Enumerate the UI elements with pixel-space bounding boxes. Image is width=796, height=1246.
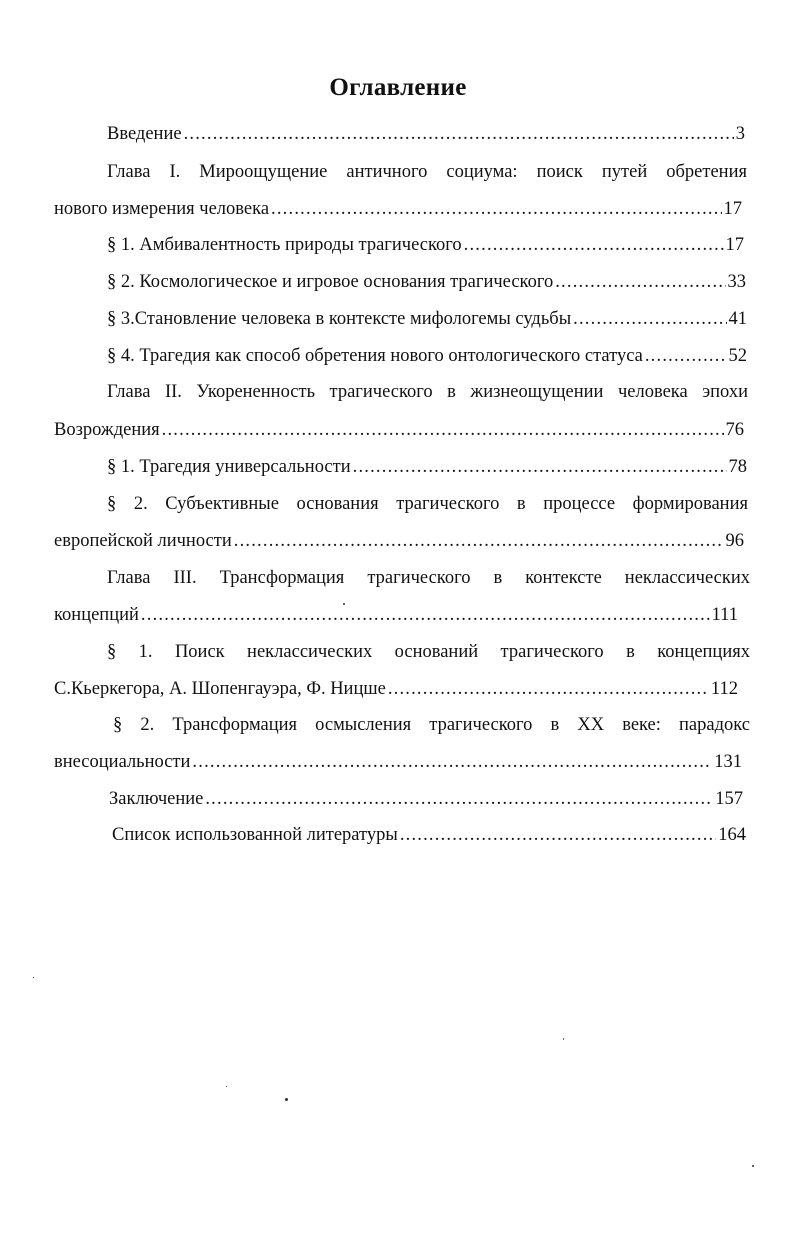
toc-entry-label: § 3.Становление человека в контексте мифологемы судьбы <box>107 309 572 329</box>
toc-entry-bibliography[interactable] <box>112 823 746 847</box>
leader-dots <box>353 455 727 479</box>
toc-entry-label: европейской личности <box>54 531 232 551</box>
toc-entry-section-2-2-line-1[interactable]: § 2. Субъективные основания трагического в процессе формирования <box>107 494 748 514</box>
toc-page-number: 17 <box>725 235 744 255</box>
leader-dots <box>400 823 716 847</box>
leader-dots <box>464 233 724 257</box>
scan-speck <box>752 1165 754 1167</box>
toc-page-number: 112 <box>710 679 738 699</box>
toc-entry-label: § 1. Амбивалентность природы трагического <box>107 235 462 255</box>
toc-entry-chapter-3-line-1[interactable]: Глава III. Трансформация трагического в контексте неклассических <box>107 568 750 588</box>
leader-dots <box>645 344 727 368</box>
toc-entry-chapter-1[interactable] <box>54 197 742 221</box>
toc-entry-label: концепций <box>54 605 139 625</box>
toc-entry-chapter-1-line-1[interactable]: Глава I. Мироощущение античного социума: поиск путей обретения <box>107 162 747 182</box>
toc-entry-section-1-1[interactable] <box>107 233 744 257</box>
toc-entry-section-2-1[interactable] <box>107 455 747 479</box>
toc-page-number: 111 <box>711 605 738 625</box>
scan-speck <box>343 603 345 605</box>
toc-entry-label: внесоциальности <box>54 752 191 772</box>
toc-page-number: 41 <box>728 309 747 329</box>
scan-speck <box>33 977 34 978</box>
toc-entry-section-3-1[interactable] <box>54 677 738 701</box>
leader-dots <box>271 197 721 221</box>
toc-page-number: 17 <box>723 199 742 219</box>
toc-entry-label: Возрождения <box>54 420 160 440</box>
scan-speck <box>563 1038 564 1040</box>
scan-speck <box>285 1098 288 1101</box>
toc-entry-chapter-2-line-1[interactable]: Глава II. Укорененность трагического в жизнеощущении человека эпохи <box>107 382 748 402</box>
toc-entry-label: Заключение <box>109 789 204 809</box>
toc-entry-label: § 1. Трагедия универсальности <box>107 457 351 477</box>
toc-page-number: 157 <box>715 789 743 809</box>
toc-page-number: 78 <box>728 457 747 477</box>
toc-entry-chapter-2[interactable] <box>54 418 744 442</box>
toc-entry-section-3-2[interactable] <box>54 750 742 774</box>
toc-entry-label: § 2. Космологическое и игровое основания трагического <box>107 272 554 292</box>
leader-dots <box>192 750 712 774</box>
toc-page-number: 164 <box>718 825 746 845</box>
page-title: Оглавление <box>329 74 467 101</box>
toc-page-number: 33 <box>727 272 746 292</box>
toc-entry-conclusion[interactable] <box>109 787 743 811</box>
leader-dots <box>555 270 725 294</box>
toc-entry-section-1-3[interactable] <box>107 307 747 331</box>
leader-dots <box>184 122 734 146</box>
toc-entry-label: Введение <box>107 124 182 144</box>
toc-page-number: 76 <box>725 420 744 440</box>
toc-entry-section-3-2-line-1[interactable]: § 2. Трансформация осмысления трагического в XX веке: парадокс <box>113 715 750 735</box>
toc-page-number: 96 <box>725 531 744 551</box>
toc-page-number: 131 <box>714 752 742 772</box>
leader-dots <box>234 529 724 553</box>
toc-entry-section-2-2[interactable] <box>54 529 744 553</box>
toc-entry-label: С.Кьеркегора, А. Шопенгауэра, Ф. Ницше <box>54 679 386 699</box>
toc-entry-chapter-3[interactable] <box>54 603 738 627</box>
toc-page-number: 3 <box>735 124 745 144</box>
scan-speck <box>226 1086 227 1087</box>
toc-entry-section-1-4[interactable] <box>107 344 747 368</box>
toc-entry-label: § 4. Трагедия как способ обретения нового онтологического статуса <box>107 346 643 366</box>
toc-entry-section-3-1-line-1[interactable]: § 1. Поиск неклассических оснований трагического в концепциях <box>107 642 750 662</box>
toc-page-number: 52 <box>728 346 747 366</box>
toc-entry-label: Список использованной литературы <box>112 825 398 845</box>
leader-dots <box>573 307 726 331</box>
leader-dots <box>388 677 709 701</box>
toc-entry-label: нового измерения человека <box>54 199 270 219</box>
leader-dots <box>162 418 724 442</box>
toc-entry-intro[interactable] <box>107 122 745 146</box>
leader-dots <box>205 787 713 811</box>
leader-dots <box>141 603 710 627</box>
toc-entry-section-1-2[interactable] <box>107 270 746 294</box>
